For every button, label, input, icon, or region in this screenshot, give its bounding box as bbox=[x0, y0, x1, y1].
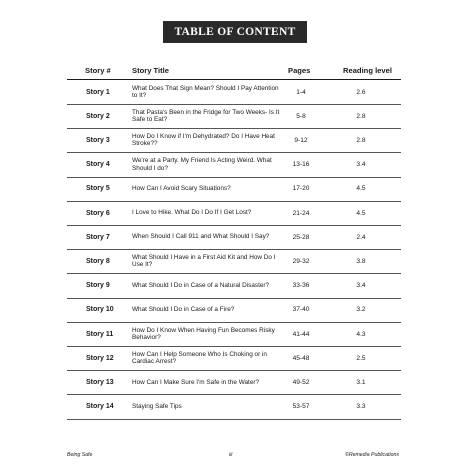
story-reading-level: 2.5 bbox=[356, 354, 366, 362]
story-number: Story 7 bbox=[86, 233, 110, 241]
table-row bbox=[67, 346, 401, 371]
story-number: Story 3 bbox=[86, 136, 110, 144]
story-number: Story 10 bbox=[86, 306, 114, 314]
story-title: How Do I Know if I'm Dehydrated? Do I Have Heat Stroke?? bbox=[132, 132, 275, 148]
table-row bbox=[67, 128, 401, 153]
story-number: Story 9 bbox=[86, 282, 110, 290]
table-row bbox=[67, 201, 401, 226]
story-pages: 17-20 bbox=[292, 185, 310, 193]
table-row bbox=[67, 177, 401, 202]
story-title: When Should I Call 911 and What Should I Say? bbox=[132, 233, 270, 241]
table-row bbox=[67, 395, 401, 420]
table-row bbox=[67, 322, 401, 347]
table-row bbox=[67, 80, 401, 105]
story-pages: 33-36 bbox=[292, 282, 310, 290]
story-number: Story 5 bbox=[86, 185, 110, 193]
story-reading-level: 3.4 bbox=[356, 282, 366, 290]
story-pages: 13-16 bbox=[292, 161, 310, 169]
story-number: Story 4 bbox=[86, 161, 110, 169]
story-reading-level: 4.3 bbox=[356, 330, 366, 338]
header-pages: Pages bbox=[288, 66, 311, 75]
story-number: Story 2 bbox=[86, 112, 110, 120]
story-pages: 1-4 bbox=[296, 88, 306, 96]
story-number: Story 14 bbox=[86, 403, 114, 411]
story-title: What Does That Sign Mean? Should I Pay Attention to It? bbox=[132, 84, 279, 99]
story-title: How Can I Help Someone Who Is Choking or in Cardiac Arrest? bbox=[132, 350, 267, 366]
story-pages: 49-52 bbox=[292, 378, 310, 386]
story-title: We're at a Party. My Friend Is Acting Weird. What Should I do? bbox=[132, 157, 272, 172]
page-title: TABLE OF CONTENT bbox=[163, 21, 307, 43]
story-reading-level: 2.8 bbox=[356, 136, 366, 144]
story-reading-level: 2.8 bbox=[356, 112, 366, 120]
story-reading-level: 3.4 bbox=[356, 161, 366, 169]
footer-page-number: iii bbox=[229, 452, 233, 458]
story-pages: 41-44 bbox=[292, 330, 310, 338]
story-reading-level: 3.3 bbox=[356, 403, 366, 411]
story-number: Story 12 bbox=[86, 354, 114, 362]
story-title: Staying Safe Tips bbox=[132, 402, 182, 410]
header-reading-level: Reading level bbox=[343, 66, 392, 75]
story-title: That Pasta's Been in the Fridge for Two Weeks- Is It Safe to Eat? bbox=[132, 108, 280, 124]
footer-publisher: ©Remedia Publications bbox=[345, 452, 399, 458]
story-title: What Should I Do in Case of a Fire? bbox=[132, 306, 235, 314]
story-title: How Can I Avoid Scary Situations? bbox=[132, 185, 231, 193]
story-title: I Love to Hike. What Do I Do If I Get Lost? bbox=[132, 209, 252, 217]
story-reading-level: 2.6 bbox=[356, 88, 366, 96]
story-reading-level: 3.8 bbox=[356, 257, 366, 265]
story-reading-level: 2.4 bbox=[356, 233, 366, 241]
footer-book-title: Being Safe bbox=[67, 452, 93, 458]
story-title: What Should I Have in a First Aid Kit and How Do I Use It? bbox=[132, 253, 276, 269]
story-number: Story 8 bbox=[86, 257, 110, 265]
table-row bbox=[67, 370, 401, 395]
header-story: Story # bbox=[85, 66, 111, 75]
table-row bbox=[67, 153, 401, 178]
table-row bbox=[67, 249, 401, 274]
story-title: How Do I Know When Having Fun Becomes Risky Behavior? bbox=[132, 326, 275, 341]
story-pages: 9-12 bbox=[294, 136, 308, 144]
story-pages: 21-24 bbox=[292, 209, 310, 217]
story-title: What Should I Do in Case of a Natural Disaster? bbox=[132, 281, 270, 289]
story-pages: 37-40 bbox=[292, 306, 310, 314]
story-reading-level: 3.1 bbox=[356, 378, 366, 386]
story-reading-level: 3.2 bbox=[356, 306, 366, 314]
story-title: How Can I Make Sure I'm Safe in the Water? bbox=[132, 378, 260, 386]
story-number: Story 13 bbox=[86, 378, 114, 386]
story-reading-level: 4.5 bbox=[356, 209, 366, 217]
story-pages: 29-32 bbox=[292, 257, 310, 265]
story-number: Story 6 bbox=[86, 209, 110, 217]
story-pages: 45-48 bbox=[292, 354, 310, 362]
story-number: Story 11 bbox=[86, 330, 114, 338]
table-row bbox=[67, 225, 401, 250]
story-reading-level: 4.5 bbox=[356, 185, 366, 193]
table-row bbox=[67, 274, 401, 299]
story-number: Story 1 bbox=[86, 88, 110, 96]
header-title: Story Title bbox=[132, 66, 169, 75]
table-row bbox=[67, 298, 401, 323]
story-pages: 5-8 bbox=[296, 112, 306, 120]
table-row bbox=[67, 104, 401, 129]
story-pages: 53-57 bbox=[292, 403, 310, 411]
story-pages: 25-28 bbox=[292, 233, 310, 241]
